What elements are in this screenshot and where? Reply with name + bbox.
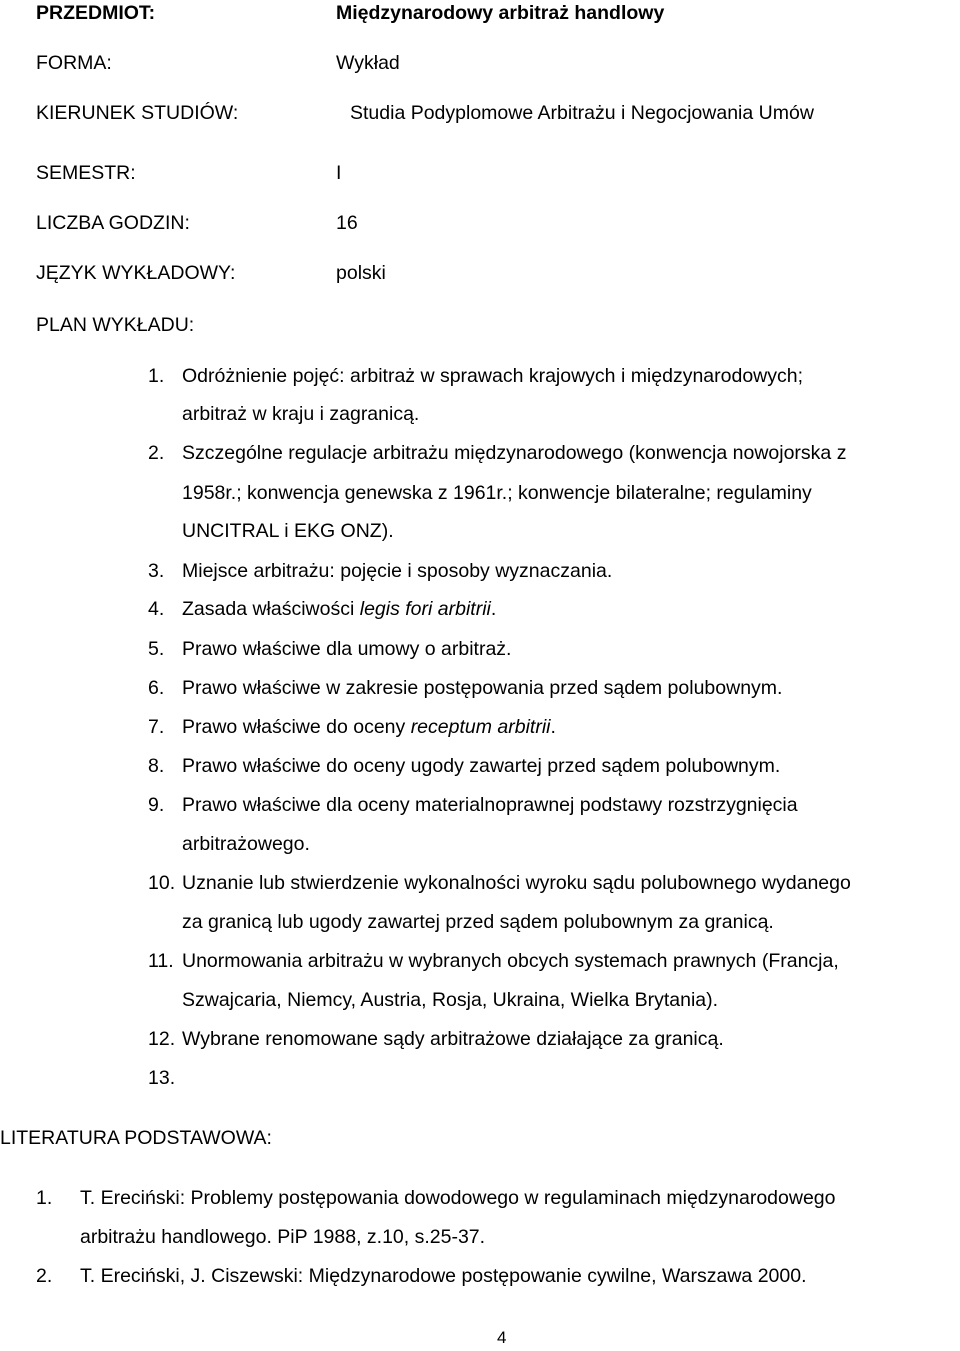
plan-item-text-plain: Prawo właściwe do oceny [182,716,411,738]
plan-item-text: 1958r.; konwencja genewska z 1961r.; konwencje bilateralne; regulaminy [182,482,812,504]
plan-item-text: Szczególne regulacje arbitrażu międzynarodowego (konwencja nowojorska z [182,442,847,464]
language-label: JĘZYK WYKŁADOWY: [36,262,236,284]
literature-item-text: T. Ereciński, J. Ciszewski: Międzynarodowe postępowanie cywilne, Warszawa 2000. [80,1265,807,1287]
plan-item-text: Prawo właściwe dla umowy o arbitraż. [182,638,512,660]
plan-item-number: 12. [148,1028,176,1050]
plan-item-text: arbitrażowego. [182,833,310,855]
subject-value: Międzynarodowy arbitraż handlowy [336,2,665,24]
plan-label: PLAN WYKŁADU: [36,314,195,336]
semester-value: I [336,162,342,184]
language-value: polski [336,262,386,284]
plan-item-number: 5. [148,638,165,660]
literature-item-number: 1. [36,1187,53,1209]
plan-item-text-tail: . [490,598,497,620]
literature-item-text: T. Ereciński: Problemy postępowania dowodowego w regulaminach międzynarodowego [80,1187,836,1209]
plan-item-number: 9. [148,794,165,816]
subject-label: PRZEDMIOT: [36,2,156,24]
plan-item-text: Prawo właściwe do oceny ugody zawartej przed sądem polubownym. [182,755,781,777]
plan-item-number: 6. [148,677,165,699]
plan-item-number: 2. [148,442,165,464]
plan-item-text: Uznanie lub stwierdzenie wykonalności wyroku sądu polubownego wydanego [182,872,851,894]
plan-item-text: Prawo właściwe w zakresie postępowania przed sądem polubownym. [182,677,783,699]
plan-item-text-tail: . [550,716,556,738]
plan-item-number: 13. [148,1067,176,1089]
plan-item-text: Odróżnienie pojęć: arbitraż w sprawach krajowych i międzynarodowych; [182,365,804,387]
plan-item-text: UNCITRAL i EKG ONZ). [182,520,394,542]
plan-item-text-plain: Zasada właściwości [182,598,360,620]
plan-item-number: 11. [148,950,174,972]
plan-item-text: arbitraż w kraju i zagranicą. [182,403,420,425]
literature-item-text: arbitrażu handlowego. PiP 1988, z.10, s.25-37. [80,1226,486,1248]
form-label: FORMA: [36,52,112,74]
plan-item-text-italic: receptum arbitrii [410,716,551,738]
plan-item-number: 7. [148,716,165,738]
plan-item-number: 10. [148,872,176,894]
field-label: KIERUNEK STUDIÓW: [36,102,239,124]
field-value: Studia Podyplomowe Arbitrażu i Negocjowania Umów [350,102,814,124]
plan-item-number: 3. [148,560,165,582]
plan-item-number: 8. [148,755,165,777]
hours-value: 16 [336,212,358,234]
plan-item-number: 4. [148,598,165,620]
plan-item-number: 1. [148,365,165,387]
plan-item-text [182,597,496,621]
plan-item-text [182,715,556,739]
plan-item-text-italic: legis fori arbitrii [359,598,491,620]
literature-item-number: 2. [36,1265,53,1287]
literature-label: LITERATURA PODSTAWOWA: [0,1127,272,1149]
plan-item-text: za granicą lub ugody zawartej przed sądem polubownym za granicą. [182,911,774,933]
plan-item-text: Unormowania arbitrażu w wybranych obcych systemach prawnych (Francja, [182,950,839,972]
plan-item-text: Prawo właściwe dla oceny materialnoprawnej podstawy rozstrzygnięcia [182,794,798,816]
semester-label: SEMESTR: [36,162,136,184]
plan-item-text: Szwajcaria, Niemcy, Austria, Rosja, Ukraina, Wielka Brytania). [182,989,719,1011]
plan-item-text: Wybrane renomowane sądy arbitrażowe działające za granicą. [182,1028,724,1050]
form-value: Wykład [336,52,400,74]
plan-item-text: Miejsce arbitrażu: pojęcie i sposoby wyznaczania. [182,560,613,582]
page-number: 4 [497,1328,507,1347]
hours-label: LICZBA GODZIN: [36,212,190,234]
